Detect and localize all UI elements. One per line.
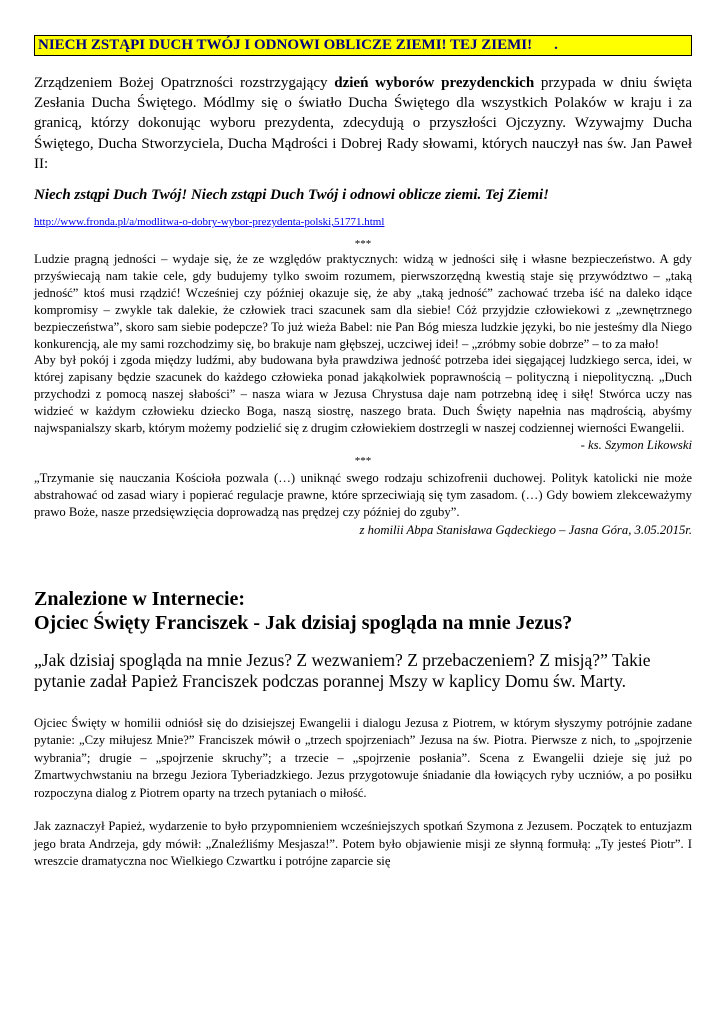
gadecki-quote: „Trzymanie się nauczania Kościoła pozwala (…) uniknąć swego rodzaju schizofrenii duchowej. Polityk katolicki nie może abstrahować od zasad wiary i popierać regulacje prawne, które sprzeciwiają się tym zasadom. (…) Gdy bowiem zlekceważymy prawo Boże, nasze przedsięwzięcia doprowadzą nas prędzej czy później do zguby”. <box>34 470 692 519</box>
intro-text-end: przypada w dniu święta Zesłania Ducha Świętego. Módlmy się o światło Ducha Świętego dla wszystkich Polaków w kraju i za granicą, którzy dokonując wyboru prezydenta, zdecydują o przyszłości Ojczyzny. Wzywajmy Ducha Świętego, Ducha Stworzyciela, Ducha Mądrości i Dobrej Rady słowami, których nauczył nas św. Jan Paweł II: <box>34 75 693 172</box>
article-heading-title: Ojciec Święty Franciszek - Jak dzisiaj spogląda na mnie Jezus? <box>34 611 573 634</box>
prayer-line: Niech zstąpi Duch Twój! Niech zstąpi Duch Twój i odnowi oblicze ziemi. Tej Ziemi! <box>34 187 550 204</box>
article-paragraph-2: Jak zaznaczył Papież, wydarzenie to było przypomnieniem wcześniejszych spotkań Szymona z Jezusem. Początek to entuzjazm jego brata Andrzeja, gdy mówił: „Znaleźliśmy Mesjasza!”. Potem było objawienie misji ze słynną formułą: „Ty jesteś Piotr”. I wreszcie dramatyczna noc Wielkiego Czwartku i potrójne zaparcie się <box>34 819 692 869</box>
banner-dot: . <box>554 37 558 53</box>
banner-heading <box>34 35 692 56</box>
section-separator: *** <box>354 238 372 251</box>
intro-text-start: Zrządzeniem Bożej Opatrzności rozstrzygający <box>34 75 335 91</box>
intro-bold-phrase: dzień wyborów prezydenckich <box>334 75 535 91</box>
page-content <box>34 35 692 871</box>
article-paragraph-1: Ojciec Święty w homilii odniósł się do dzisiejszej Ewangelii i dialogu Jezusa z Piotrem, w którym słyszymy potrójnie zadane pytanie: „Czy miłujesz Mnie?” Franciszek mówił o „trzech spojrzeniach” Jezusa na św. Piotra. Pierwsze z nich, to „spojrzenie wybrania”; drugie – „spojrzenie skruchy”; a trzecie – „spojrzenie posłania”. Scena z Ewangelii dzieje się już po Zmartwychwstaniu na brzegu Jeziora Tyberiadzkiego. Jezus przygotowuje śniadanie dla łowiących ryby uczniów, a po posiłku rozpoczyna dialog z Piotrem oparty na trzech pytaniach o miłość. <box>34 715 692 800</box>
article-lead: „Jak dzisiaj spogląda na mnie Jezus? Z wezwaniem? Z przebaczeniem? Z misją?” Takie pytanie zadał Papież Franciszek podczas porannej Mszy w kaplicy Domu św. Marty. <box>34 649 651 692</box>
likowski-paragraph-1: Ludzie pragną jedności – wydaje się, że ze względów praktycznych: widzą w jedności siłę i własne bezpieczeństwo. A gdy przyświecają nam takie cele, gdy budujemy tylko swoim rozumem, pierwszorzędną kwestią staje się przywództwo – „taką jedność” ktoś musi rządzić! Wcześniej czy później okazuje się, że aby „taką jedność” zachować trzeba iść na daleko idące kompromisy – zwykle tak dalekie, że człowiek traci szacunek sam dla siebie! Cóż przyjdzie człowiekowi z „zewnętrznego bezpieczeństwa”, skoro sam siebie podepcze? To już wieża Babel: nie Pan Bóg miesza ludzkie języki, bo nie jesteśmy dla Niego konkurencją, ale my sami rozchodzimy się, bo brakuje nam głębszej, uczciwej idei! – „zróbmy sobie dobrze” – to za mało! <box>34 252 692 351</box>
intro-paragraph <box>34 73 692 174</box>
article-heading-found: Znalezione w Internecie: <box>34 587 246 610</box>
source-link[interactable]: http://www.fronda.pl/a/modlitwa-o-dobry-wybor-prezydenta-polski,51771.html <box>34 216 385 229</box>
banner-text: NIECH ZSTĄPI DUCH TWÓJ I ODNOWI OBLICZE ZIEMI! TEJ ZIEMI! <box>38 37 533 53</box>
gadecki-signature: z homilii Abpa Stanisława Gądeckiego – Jasna Góra, 3.05.2015r. <box>359 522 692 537</box>
likowski-paragraph-2: Aby był pokój i zgoda między ludźmi, aby budowana była prawdziwa jedność potrzeba idei sięgającej ludzkiego serca, idei, w której zapisany będzie szacunek do każdego człowieka ponad jakąkolwiek poprawnością – polityczną i niepolityczną. „Duch przychodzi z pomocą naszej słabości” – nasza wiara w Jezusa Chrystusa daje nam potrzebną ideę i siłę! Stwórca uczy nas widzieć w każdym człowieku dziecko Boga, naszą siostrę, naszego brata. Duch Święty napełnia nas mądrością, abyśmy najwspanialszy skarb, którym możemy podzielić się z drugim człowiekiem dostrzegli w naszej codziennej wierności Ewangelii. <box>34 353 692 436</box>
likowski-signature: - ks. Szymon Likowski <box>580 437 692 452</box>
section-separator: *** <box>354 454 372 467</box>
